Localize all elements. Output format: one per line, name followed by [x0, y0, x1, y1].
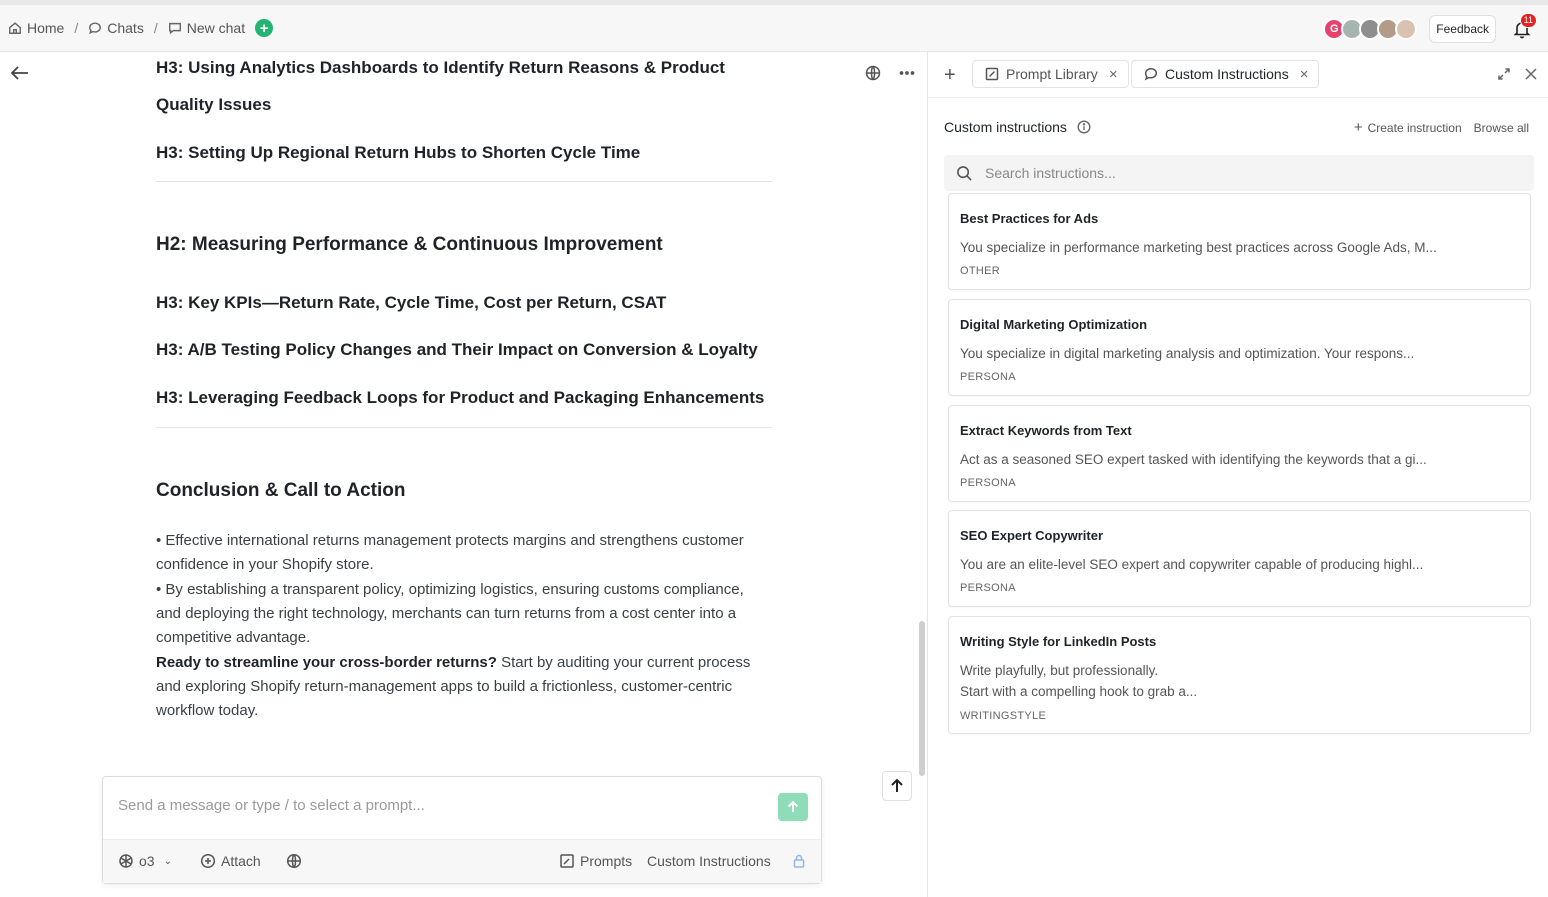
chat-scrollbar[interactable]	[919, 621, 925, 776]
create-instruction-label: Create instruction	[1367, 120, 1462, 135]
browse-all-link[interactable]: Browse all	[1473, 120, 1529, 135]
feedback-button[interactable]: Feedback	[1429, 15, 1496, 43]
message-input[interactable]	[118, 797, 758, 814]
card-description: You specialize in digital marketing analysis and optimization. Your respons...	[960, 346, 1415, 361]
heading-conclusion: Conclusion & Call to Action	[156, 480, 406, 501]
tab-custom-instructions[interactable]	[1131, 60, 1319, 88]
heading-h3: H3: Key KPIs—Return Rate, Cycle Time, Cost per Return, CSAT	[156, 293, 667, 312]
notifications-button[interactable]	[1512, 14, 1533, 39]
breadcrumb-home-label: Home	[27, 20, 65, 36]
instruction-card[interactable]	[948, 299, 1531, 396]
top-bar	[0, 5, 1548, 52]
search-icon	[956, 165, 973, 182]
scroll-to-top-button[interactable]	[882, 771, 912, 801]
search-input[interactable]	[985, 165, 1485, 181]
avatar: G	[1323, 18, 1345, 40]
topbar-right	[1323, 5, 1548, 52]
prompt-icon	[559, 853, 575, 869]
back-button[interactable]	[10, 65, 30, 81]
card-tag: PERSONA	[960, 477, 1016, 489]
card-tag: WRITINGSTYLE	[960, 710, 1047, 722]
create-instruction-button[interactable]	[1354, 119, 1462, 136]
chat-bubble-icon	[1144, 67, 1158, 81]
plus-icon: +	[1353, 119, 1363, 136]
card-title: Extract Keywords from Text	[960, 423, 1132, 438]
instruction-search	[944, 155, 1534, 191]
chat-bubble-icon	[88, 21, 102, 35]
globe-icon	[286, 853, 302, 869]
expand-icon	[1497, 67, 1511, 81]
openai-logo-icon	[118, 853, 134, 869]
collaborator-avatars[interactable]	[1323, 18, 1417, 40]
tab-label: Prompt Library	[1006, 66, 1098, 82]
plus-circle-icon	[200, 853, 216, 869]
card-tag: OTHER	[960, 265, 1000, 277]
panel-title	[944, 119, 1091, 135]
message-composer	[102, 776, 822, 884]
heading-h3: H3: Leveraging Feedback Loops for Product and Packaging Enhancements	[156, 388, 765, 407]
breadcrumb-chats[interactable]	[88, 20, 144, 36]
composer-toolbar	[103, 839, 821, 883]
notification-badge: 11	[1520, 13, 1537, 28]
close-panel-button[interactable]	[1524, 67, 1538, 81]
custom-instructions-label: Custom Instructions	[647, 853, 771, 869]
breadcrumb-new-chat[interactable]	[168, 20, 245, 36]
custom-instructions-button[interactable]	[647, 853, 771, 869]
panel-actions	[1354, 119, 1529, 136]
instruction-card[interactable]	[948, 510, 1531, 607]
heading-h3: H3: A/B Testing Policy Changes and Their Impact on Conversion & Loyalty	[156, 340, 758, 359]
model-label: o3	[139, 853, 155, 869]
avatar	[1395, 18, 1417, 40]
new-chat-plus-icon[interactable]: +	[255, 19, 273, 37]
breadcrumb-home[interactable]	[8, 20, 64, 36]
arrow-up-icon	[889, 778, 905, 794]
expand-panel-button[interactable]	[1497, 67, 1511, 81]
ellipsis-icon	[898, 64, 916, 82]
add-tab-button[interactable]: +	[944, 64, 956, 86]
instruction-card[interactable]	[948, 193, 1531, 290]
arrow-up-icon	[786, 800, 800, 814]
close-icon[interactable]: ×	[1299, 65, 1309, 83]
tab-prompt-library[interactable]	[972, 60, 1129, 88]
card-description	[960, 660, 1500, 702]
card-tag: PERSONA	[960, 582, 1016, 594]
bullet-paragraph: • By establishing a transparent policy, optimizing logistics, ensuring customs compliance, and deploying the right technology, merchants can turn returns from a cost center into a competitive advantage.	[156, 581, 744, 646]
attach-label: Attach	[221, 853, 261, 869]
panel-tabs	[928, 52, 1548, 98]
card-title: Digital Marketing Optimization	[960, 317, 1148, 332]
breadcrumb-separator: /	[74, 20, 79, 36]
heading-h3: H3: Setting Up Regional Return Hubs to Shorten Cycle Time	[156, 143, 641, 162]
heading-h2: H2: Measuring Performance & Continuous Improvement	[156, 234, 663, 255]
web-search-toggle[interactable]	[286, 853, 302, 869]
breadcrumb-separator: /	[153, 20, 158, 36]
arrow-left-icon	[10, 65, 30, 81]
send-button[interactable]	[778, 793, 808, 821]
more-options-button[interactable]	[898, 64, 916, 82]
call-to-action-paragraph	[156, 651, 756, 723]
card-title: SEO Expert Copywriter	[960, 528, 1104, 543]
new-chat-icon	[168, 21, 182, 35]
breadcrumb-chats-label: Chats	[107, 20, 144, 36]
lock-icon	[791, 853, 807, 869]
cta-text: Start by auditing your current process and exploring Shopify return-management apps to build a frictionless, customer-centric workflow today.	[156, 654, 751, 719]
prompts-button[interactable]	[559, 853, 632, 869]
close-icon	[1524, 67, 1538, 81]
heading-h3: H3: Using Analytics Dashboards to Identify Return Reasons & Product	[156, 58, 725, 77]
prompts-label: Prompts	[580, 853, 633, 869]
panel-title-label: Custom instructions	[944, 119, 1067, 135]
card-description-line: Write playfully, but professionally.	[960, 663, 1159, 678]
attach-button[interactable]	[200, 853, 261, 869]
home-icon	[8, 21, 22, 35]
card-description-line: Start with a compelling hook to grab a...	[960, 684, 1198, 699]
card-title: Writing Style for LinkedIn Posts	[960, 634, 1157, 649]
instruction-card[interactable]	[948, 616, 1531, 734]
divider	[156, 181, 772, 182]
prompt-icon	[985, 67, 999, 81]
card-description: You are an elite-level SEO expert and copywriter capable of producing highl...	[960, 557, 1424, 572]
close-icon[interactable]: ×	[1108, 65, 1118, 83]
lock-button[interactable]	[791, 853, 807, 869]
tab-label: Custom Instructions	[1165, 66, 1289, 82]
globe-button[interactable]	[864, 64, 882, 82]
instruction-card[interactable]	[948, 405, 1531, 502]
card-tag: PERSONA	[960, 371, 1016, 383]
info-icon[interactable]	[1077, 120, 1091, 134]
globe-icon	[864, 64, 882, 82]
breadcrumb-new-chat-label: New chat	[186, 20, 246, 36]
heading-h3-continued: Quality Issues	[156, 95, 272, 114]
model-selector[interactable]	[118, 853, 172, 869]
card-description: You specialize in performance marketing best practices across Google Ads, M...	[960, 240, 1437, 255]
cta-bold-text: Ready to streamline your cross-border returns?	[156, 654, 497, 671]
card-description: Act as a seasoned SEO expert tasked with identifying the keywords that a gi...	[960, 452, 1427, 467]
chat-area	[0, 52, 927, 897]
card-title: Best Practices for Ads	[960, 211, 1099, 226]
side-panel	[927, 52, 1548, 897]
divider	[156, 427, 772, 428]
chevron-down-icon: ⌄	[163, 855, 172, 867]
bullet-paragraph: • Effective international returns management protects margins and strengthens customer confidence in your Shopify store.	[156, 532, 744, 573]
